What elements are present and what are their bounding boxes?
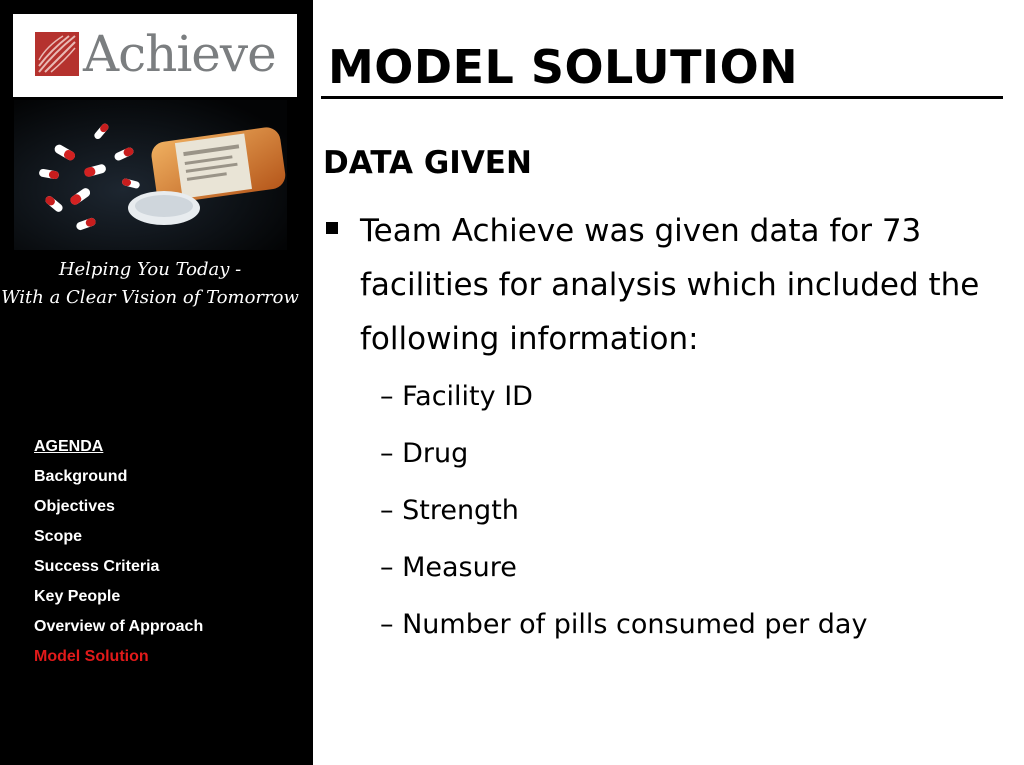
agenda-heading-link[interactable]: AGENDA: [34, 438, 104, 455]
title-divider: [321, 96, 1003, 99]
agenda-item-objectives[interactable]: Objectives: [34, 498, 115, 515]
sub-item-pills-per-day: – Number of pills consumed per day: [380, 609, 868, 640]
logo: [13, 14, 297, 97]
agenda-item-overview-of-approach[interactable]: Overview of Approach: [34, 618, 204, 635]
agenda-item-success-criteria[interactable]: Success Criteria: [34, 558, 160, 575]
sub-item-label: Number of pills consumed per day: [402, 609, 868, 640]
agenda-item-scope[interactable]: Scope: [34, 528, 83, 545]
tagline-line-2: With a Clear Vision of Tomorrow: [1, 287, 299, 308]
sub-item-label: Facility ID: [402, 381, 533, 412]
tagline: [0, 256, 300, 312]
agenda-nav: [34, 432, 203, 672]
agenda-item-key-people[interactable]: Key People: [34, 588, 121, 605]
sub-item-label: Drug: [402, 438, 469, 469]
sub-item-strength: – Strength: [380, 495, 519, 526]
bullet-text: Team Achieve was given data for 73 facilities for analysis which included the following information:: [360, 213, 980, 357]
tagline-line-1: Helping You Today -: [58, 259, 242, 280]
pills-photo: [14, 100, 287, 250]
agenda-item-model-solution[interactable]: Model Solution: [34, 648, 149, 665]
sub-item-drug: – Drug: [380, 438, 469, 469]
sub-item-facility-id: – Facility ID: [380, 381, 533, 412]
sub-item-measure: – Measure: [380, 552, 517, 583]
slide-title: MODEL SOLUTION: [328, 40, 799, 94]
section-heading: DATA GIVEN: [323, 145, 532, 181]
agenda-item-background[interactable]: Background: [34, 468, 128, 485]
square-bullet-icon: [326, 222, 338, 234]
achieve-logo-mark-icon: [35, 32, 79, 76]
sub-item-label: Measure: [402, 552, 517, 583]
sidebar: [0, 0, 313, 765]
brand-name: Achieve: [83, 25, 276, 83]
sub-item-label: Strength: [402, 495, 519, 526]
sub-list: [380, 368, 867, 653]
